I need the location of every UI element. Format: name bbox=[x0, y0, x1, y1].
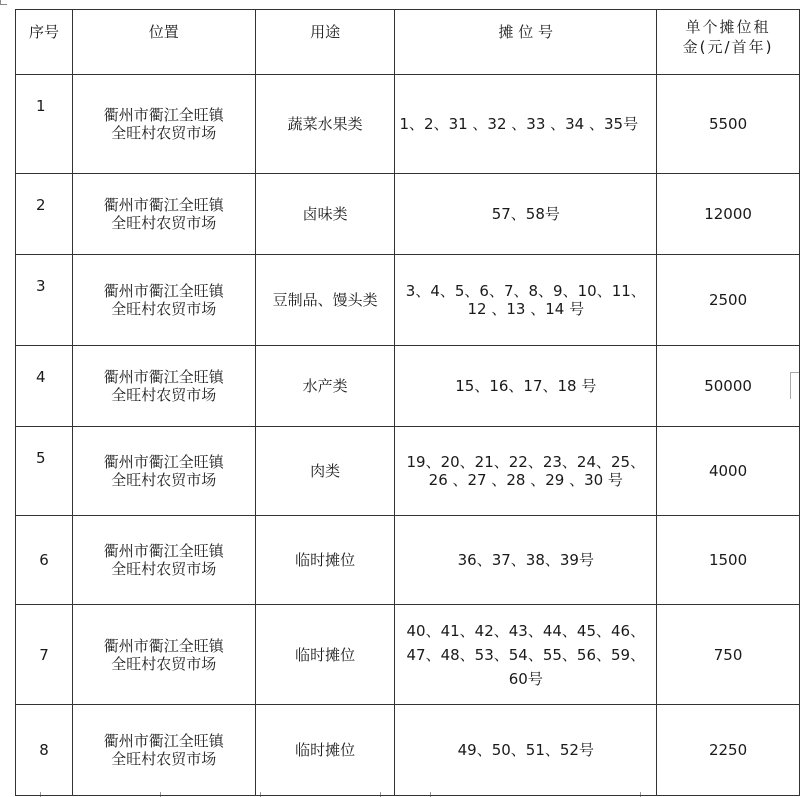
seq-cell: 4 bbox=[16, 346, 73, 427]
usage-cell: 肉类 bbox=[255, 427, 395, 516]
table-row bbox=[16, 255, 800, 346]
stall-number-cell: 57、58号 bbox=[395, 174, 657, 255]
stall-number-cell: 3、4、5、6、7、8、9、10、11、12 、13 、14 号 bbox=[395, 255, 657, 346]
rent-cell: 2250 bbox=[657, 705, 800, 796]
header-location: 位置 bbox=[72, 10, 255, 75]
seq-cell: 2 bbox=[16, 174, 73, 255]
rent-cell: 2500 bbox=[657, 255, 800, 346]
usage-cell: 豆制品、馒头类 bbox=[255, 255, 395, 346]
header-rent: 单个摊位租 金(元/首年) bbox=[657, 10, 800, 75]
seq-cell: 1 bbox=[16, 75, 73, 174]
rent-cell: 12000 bbox=[657, 174, 800, 255]
rent-cell: 4000 bbox=[657, 427, 800, 516]
stall-number-cell: 19、20、21、22、23、24、25、26 、27 、28 、29 、30 号 bbox=[395, 427, 657, 516]
stall-rent-table bbox=[15, 9, 800, 796]
seq-cell: 5 bbox=[16, 427, 73, 516]
table-header-row bbox=[16, 10, 800, 75]
location-cell: 衢州市衢江全旺镇 全旺村农贸市场 bbox=[72, 255, 255, 346]
stall-number-cell: 40、41、42、43、44、45、46、47、48、53、54、55、56、59、60号 bbox=[395, 605, 657, 705]
usage-cell: 临时摊位 bbox=[255, 705, 395, 796]
header-stall-number: 摊 位 号 bbox=[395, 10, 657, 75]
rent-cell: 1500 bbox=[657, 516, 800, 605]
location-cell: 衢州市衢江全旺镇 全旺村农贸市场 bbox=[72, 705, 255, 796]
usage-cell: 蔬菜水果类 bbox=[255, 75, 395, 174]
usage-cell: 临时摊位 bbox=[255, 516, 395, 605]
stall-number-cell: 36、37、38、39号 bbox=[395, 516, 657, 605]
rent-cell: 5500 bbox=[657, 75, 800, 174]
rent-cell: 750 bbox=[657, 605, 800, 705]
seq-cell: 6 bbox=[16, 516, 73, 605]
seq-cell: 7 bbox=[16, 605, 73, 705]
usage-cell: 水产类 bbox=[255, 346, 395, 427]
location-cell: 衢州市衢江全旺镇 全旺村农贸市场 bbox=[72, 346, 255, 427]
table-row bbox=[16, 516, 800, 605]
table-row bbox=[16, 605, 800, 705]
stall-number-cell: 1、2、31 、32 、33 、34 、35号 bbox=[395, 75, 657, 174]
stall-number-cell: 49、50、51、52号 bbox=[395, 705, 657, 796]
usage-cell: 临时摊位 bbox=[255, 605, 395, 705]
location-cell: 衢州市衢江全旺镇 全旺村农贸市场 bbox=[72, 516, 255, 605]
table-row bbox=[16, 75, 800, 174]
usage-cell: 卤味类 bbox=[255, 174, 395, 255]
location-cell: 衢州市衢江全旺镇 全旺村农贸市场 bbox=[72, 427, 255, 516]
stall-number-cell: 15、16、17、18 号 bbox=[395, 346, 657, 427]
seq-cell: 3 bbox=[16, 255, 73, 346]
header-seq: 序号 bbox=[16, 10, 73, 75]
table-row bbox=[16, 174, 800, 255]
corner-mark bbox=[0, 0, 7, 5]
table-row bbox=[16, 705, 800, 796]
rent-cell: 50000 bbox=[657, 346, 800, 427]
location-cell: 衢州市衢江全旺镇 全旺村农贸市场 bbox=[72, 75, 255, 174]
table-row bbox=[16, 427, 800, 516]
table-row bbox=[16, 346, 800, 427]
location-cell: 衢州市衢江全旺镇 全旺村农贸市场 bbox=[72, 174, 255, 255]
seq-cell: 8 bbox=[16, 705, 73, 796]
location-cell: 衢州市衢江全旺镇 全旺村农贸市场 bbox=[72, 605, 255, 705]
header-usage: 用途 bbox=[255, 10, 395, 75]
